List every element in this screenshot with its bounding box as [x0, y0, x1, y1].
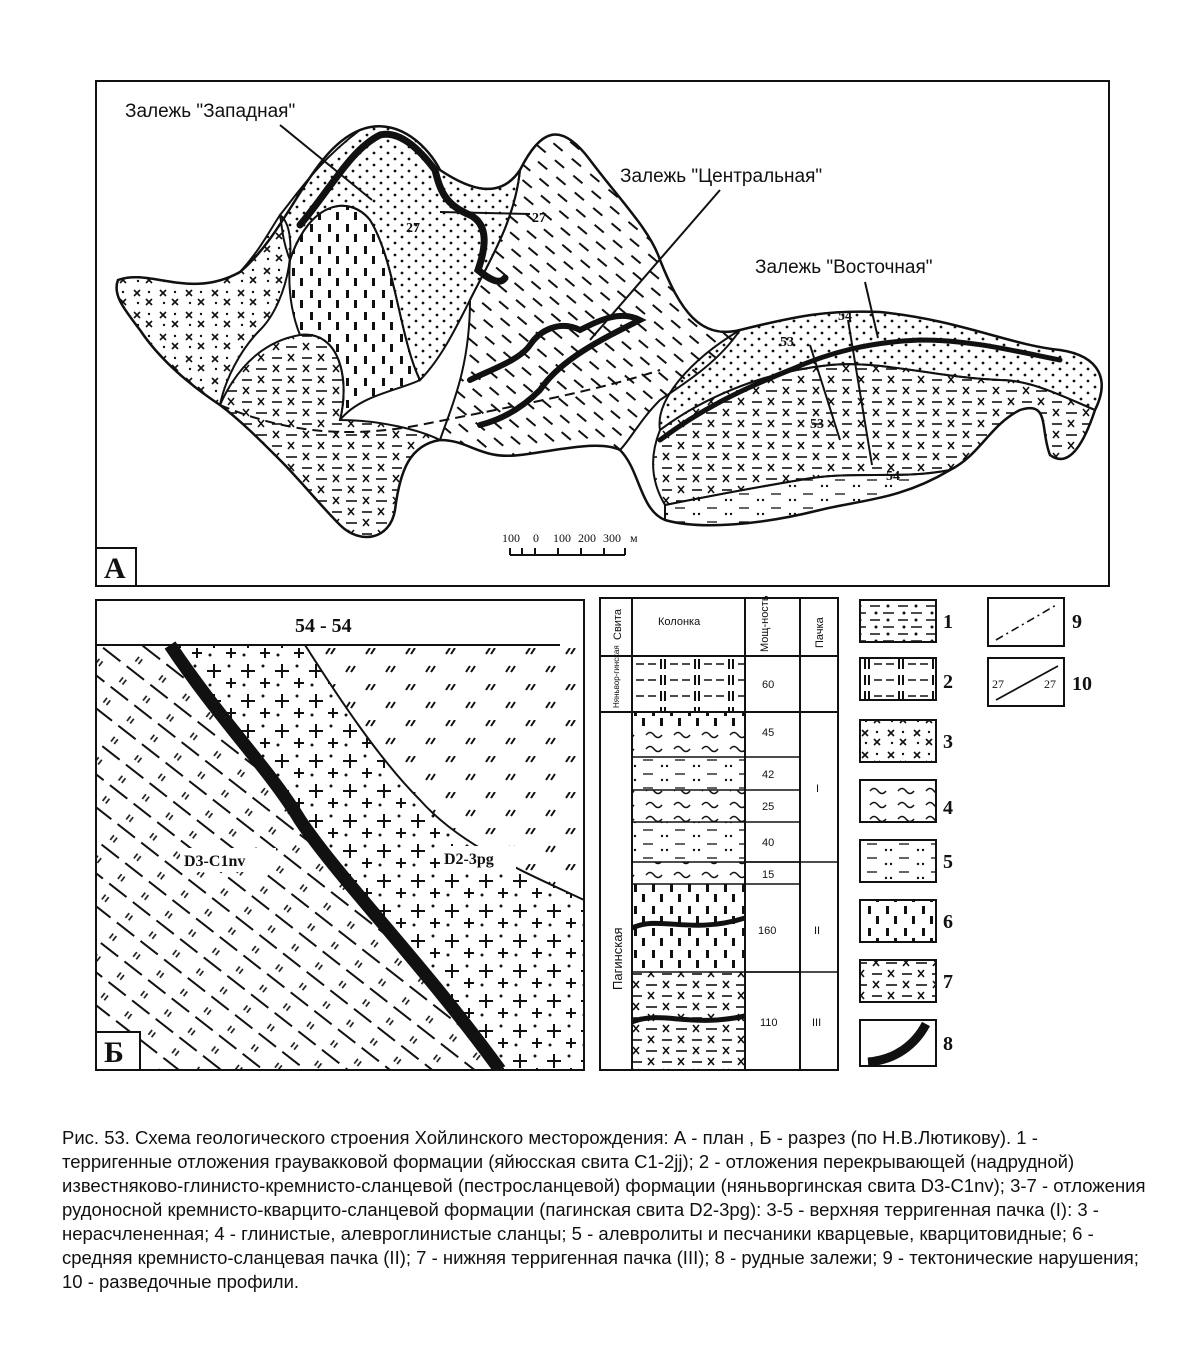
section-panel: [96, 600, 584, 1070]
thickness-value: 40: [762, 837, 775, 849]
legend-number: 4: [943, 797, 953, 819]
strat-column: [600, 595, 838, 1070]
col-layer-40: [632, 822, 745, 862]
suite-paginskaya: Пагинская: [610, 927, 625, 990]
label-deposit-west: Залежь "Западная": [125, 101, 296, 122]
pack-label: III: [812, 1017, 822, 1029]
legend-number: 9: [1072, 611, 1082, 633]
legend-number: 8: [943, 1033, 953, 1055]
legend-swatch-3: [860, 720, 936, 762]
scale-bar: [502, 531, 638, 555]
thickness-value: 110: [760, 1017, 778, 1029]
legend: [860, 598, 1092, 1066]
profile-label-27b: 27: [532, 211, 546, 226]
header-pack: Пачка: [814, 617, 826, 648]
col-layer-42: [632, 757, 745, 790]
figure-caption: Рис. 53. Схема геологического строения Хойлинского месторождения: А - план , Б - разрез (по Н.В.Лютикову). 1 - терригенные отложения граувакковой формации (яйюсская свита С1-2jj); 2 - отложения перекрывающей (надрудной) известняково-глинисто-кремнисто-сланцевой (пестросланцевой) формации (няньворгинская свита D3-C1nv); 3-7 - отложения рудоносной кремнисто-кварцито-сланцевой формации (пагинская свита D2-3pg): 3-5 - верхняя терригенная пачка (I): 3 - нерасчлененная; 4 - глинистые, алевроглинистые сланцы; 5 - алевролиты и песчаники кварцевые, кварцитовидные; 6 - средняя кремнисто-сланцевая пачка (II); 7 - нижняя терригенная пачка (III); 8 - рудные залежи; 9 - тектонические нарушения; 10 - разведочные профили.: [62, 1127, 1146, 1292]
col-layer-nv: [632, 656, 745, 712]
legend-number: 1: [943, 611, 953, 633]
legend-profile-mark: 27: [992, 677, 1004, 691]
thickness-value: 60: [762, 679, 775, 691]
col-layer-45: [632, 726, 745, 757]
label-deposit-east: Залежь "Восточная": [755, 257, 933, 278]
legend-number: 10: [1072, 673, 1092, 695]
header-suite: Свита: [612, 609, 624, 640]
legend-number: 2: [943, 671, 953, 693]
thickness-value: 42: [762, 769, 775, 781]
legend-swatch-5: [860, 840, 936, 882]
thickness-value: 25: [762, 801, 775, 813]
profile-label-27a: 27: [406, 221, 420, 236]
col-layer-15: [632, 862, 745, 884]
header-column: Колонка: [658, 616, 701, 628]
pack-label: I: [816, 783, 820, 795]
legend-profile-mark: 27: [1044, 677, 1056, 691]
section-panel-label: Б: [104, 1036, 124, 1069]
legend-number: 3: [943, 731, 953, 753]
legend-swatch-1: [860, 600, 936, 642]
scale-tick-label: 100: [553, 531, 571, 545]
scale-unit: м: [630, 531, 638, 545]
thickness-value: 160: [758, 925, 777, 937]
legend-swatch-7: [860, 960, 936, 1002]
header-thickness: Мощ-ность: [759, 595, 771, 652]
legend-number: 6: [943, 911, 953, 933]
thickness-value: 45: [762, 727, 775, 739]
thickness-value: 15: [762, 869, 775, 881]
scale-tick-label: 100: [502, 531, 520, 545]
scale-tick-label: 200: [578, 531, 596, 545]
profile-label-53b: 53: [810, 417, 824, 432]
scale-tick-label: 0: [533, 531, 539, 545]
formation-right-label: D2-3pg: [444, 851, 494, 868]
plan-panel-label: А: [104, 552, 126, 585]
label-deposit-central: Залежь "Центральная": [620, 166, 823, 187]
col-layer-160: [632, 884, 745, 972]
plan-panel: [96, 81, 1109, 586]
legend-swatch-4: [860, 780, 936, 822]
col-layer-ore: [632, 712, 745, 726]
legend-swatch-2: [860, 658, 936, 700]
legend-swatch-6: [860, 900, 936, 942]
legend-number: 7: [943, 971, 953, 993]
scale-tick-label: 300: [603, 531, 621, 545]
pack-label: II: [814, 925, 821, 937]
formation-left-label: D3-C1nv: [184, 853, 246, 870]
legend-number: 5: [943, 851, 953, 873]
suite-nvanvorginskaya: Няньвор-гинская: [612, 645, 621, 708]
section-title: 54 - 54: [295, 615, 352, 637]
profile-label-54a: 54: [838, 309, 852, 324]
profile-label-53a: 53: [780, 335, 794, 350]
profile-label-54b: 54: [886, 469, 900, 484]
col-layer-25: [632, 790, 745, 822]
